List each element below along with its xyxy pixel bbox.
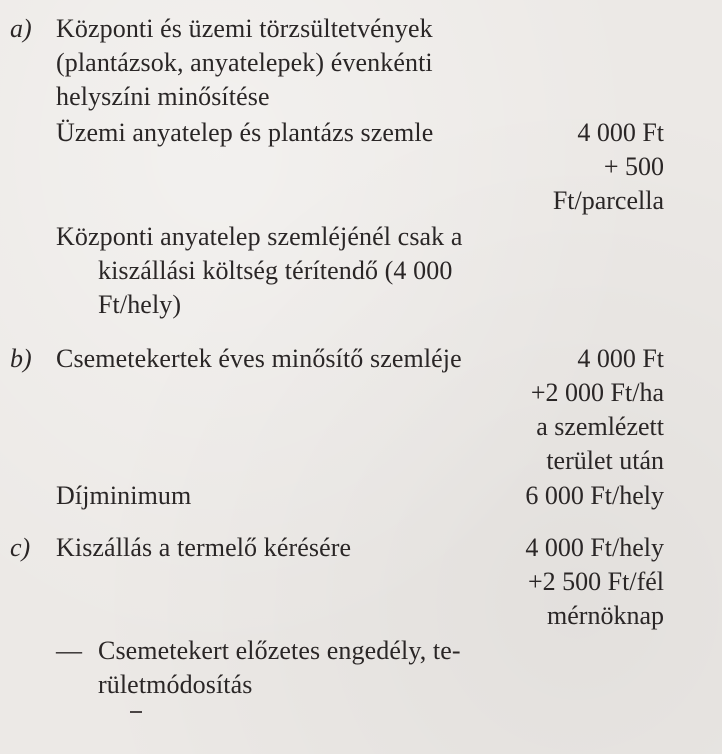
section-b-minimum-label: Díjminimum bbox=[56, 481, 192, 510]
section-c-price-line-3: mérnöknap bbox=[547, 601, 664, 630]
section-c-marker: c) bbox=[10, 533, 31, 562]
paper-speck bbox=[130, 711, 142, 713]
section-a-note-line-1: Központi anyatelep szemléjénél csak a bbox=[56, 222, 463, 251]
section-b-price-line-2: +2 000 Ft/ha bbox=[530, 378, 664, 407]
section-a-title-line-3: helyszíni minősítése bbox=[56, 82, 270, 111]
section-c-dash: — bbox=[56, 636, 82, 665]
section-a-note-line-2: kiszállási költség térítendő (4 000 bbox=[98, 256, 453, 285]
section-a-price-line-3: Ft/parcella bbox=[552, 186, 664, 215]
section-a-title-line-2: (plantázsok, anyatelepek) évenkénti bbox=[56, 48, 433, 77]
section-c-title: Kiszállás a termelő kérésére bbox=[56, 533, 352, 562]
section-a-item-label: Üzemi anyatelep és plantázs szemle bbox=[56, 118, 434, 147]
section-a-title-line-1: Központi és üzemi törzsültetvények bbox=[56, 14, 433, 43]
section-c-price-line-1: 4 000 Ft/hely bbox=[525, 533, 664, 562]
section-b-minimum-price: 6 000 Ft/hely bbox=[525, 481, 664, 510]
section-a-marker: a) bbox=[10, 14, 32, 43]
section-b-title: Csemetekertek éves minősítő szemléje bbox=[56, 344, 462, 373]
section-c-sub-line-2: rületmódosítás bbox=[98, 670, 253, 699]
section-c-price-line-2: +2 500 Ft/fél bbox=[528, 567, 664, 596]
section-b-price-line-4: terület után bbox=[546, 446, 664, 475]
section-a-price-line-1: 4 000 Ft bbox=[577, 118, 664, 147]
section-a-price-line-2: + 500 bbox=[603, 152, 664, 181]
section-a-note-line-3: Ft/hely) bbox=[98, 290, 182, 319]
section-b-price-line-3: a szemlézett bbox=[536, 412, 664, 441]
section-c-sub-line-1: Csemetekert előzetes engedély, te- bbox=[98, 636, 461, 665]
section-b-price-line-1: 4 000 Ft bbox=[577, 344, 664, 373]
section-b-marker: b) bbox=[10, 344, 32, 373]
